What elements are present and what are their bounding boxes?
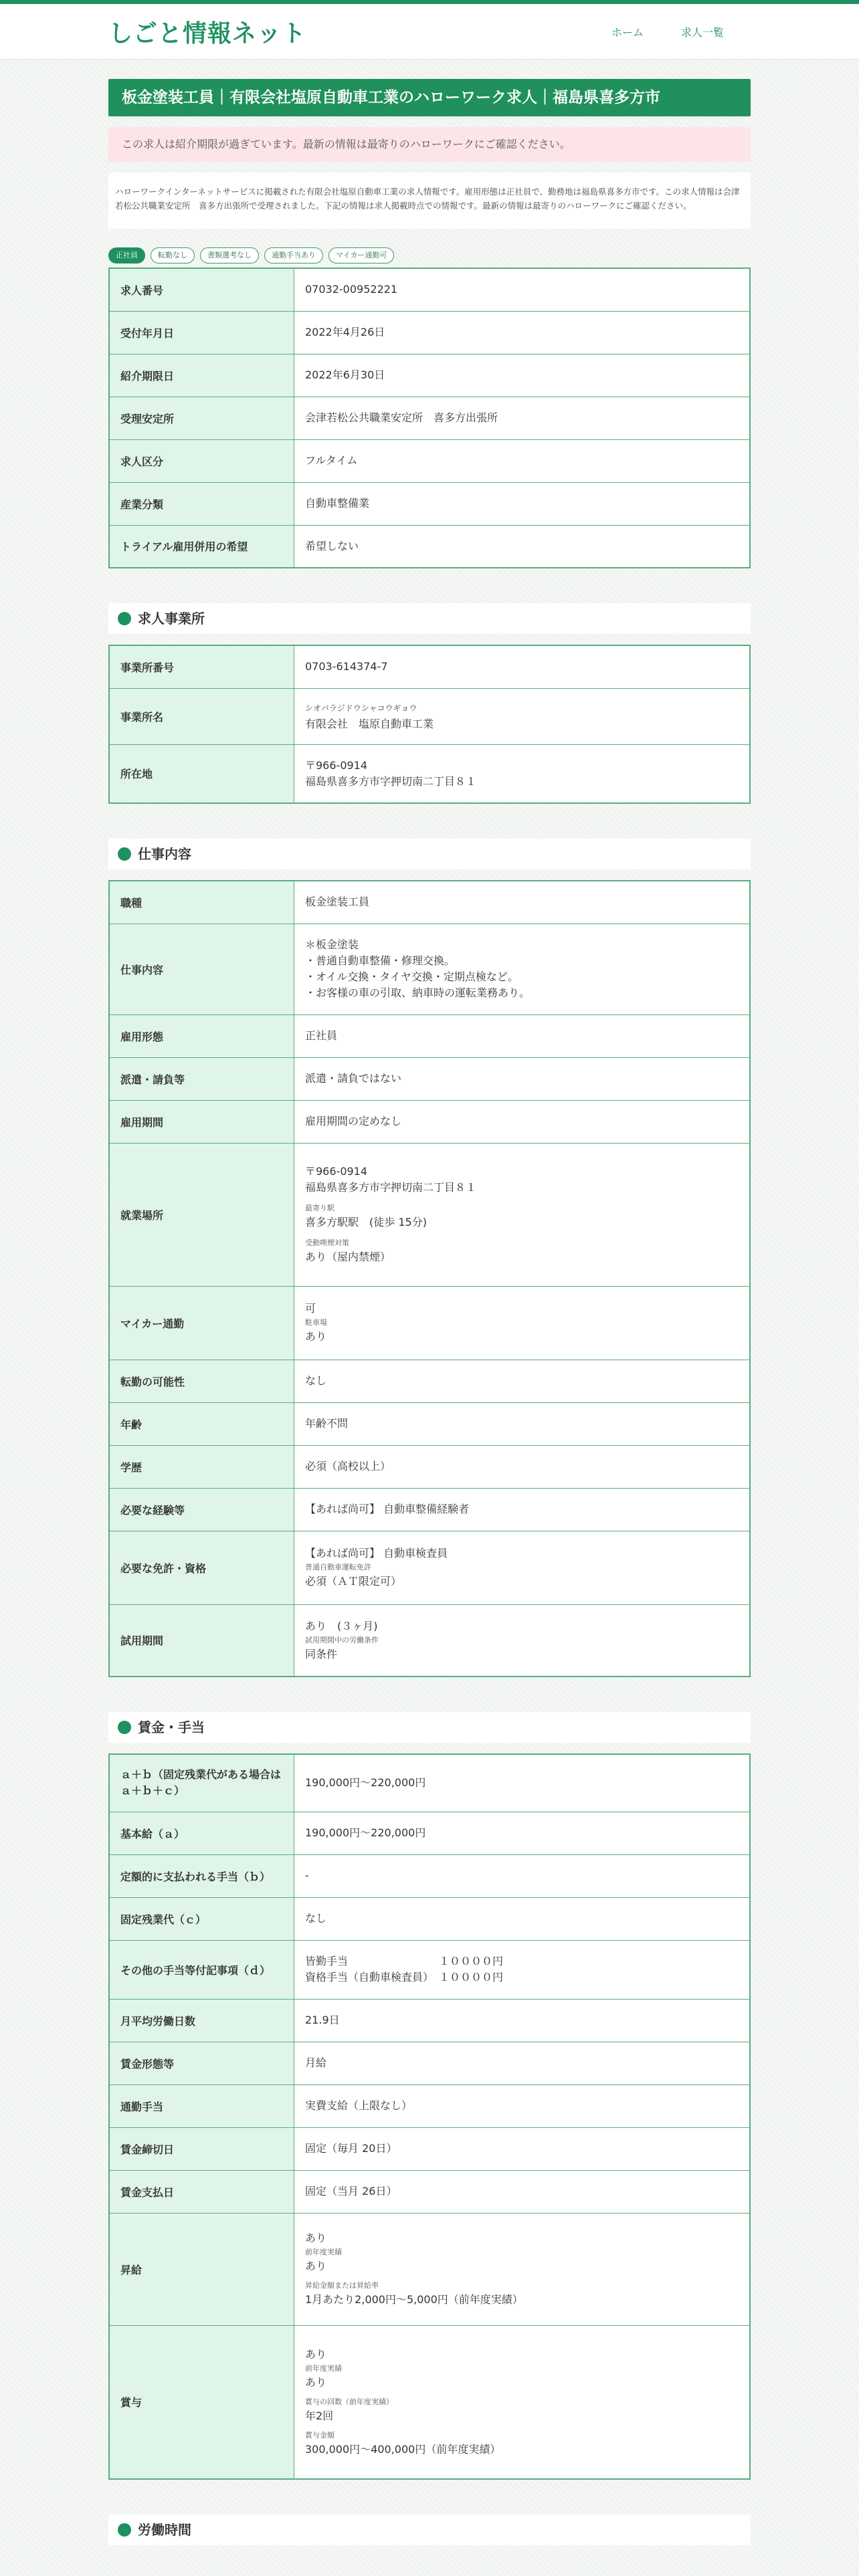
table-row — [109, 1531, 750, 1604]
row-label: 試用期間 — [109, 1604, 294, 1677]
basic-info-table — [108, 267, 751, 568]
table-row — [109, 2127, 750, 2170]
car-commute: 可 — [305, 1302, 316, 1315]
license-sublabel: 普通自動車運転免許 — [305, 1563, 371, 1572]
allowance-name: 資格手当（自動車検査員） — [305, 1971, 434, 1983]
employment-period: 雇用期間の定めなし — [294, 1100, 751, 1143]
table-row — [109, 744, 750, 803]
row-label: 年齢 — [109, 1402, 294, 1445]
receiving-office: 会津若松公共職業安定所 喜多方出張所 — [294, 397, 751, 439]
license-detail: 必須（ＡＴ限定可） — [305, 1575, 402, 1588]
allowance-row — [305, 1953, 739, 1969]
row-label: 求人番号 — [109, 268, 294, 311]
row-label: 転勤の可能性 — [109, 1360, 294, 1402]
commute-allowance: 実費支給（上限なし） — [294, 2084, 751, 2127]
table-row — [109, 645, 750, 688]
row-label: 基本給（ａ） — [109, 1812, 294, 1854]
nav-job-list-link[interactable]: 求人一覧 — [680, 25, 724, 39]
row-label: 賃金支払日 — [109, 2170, 294, 2213]
expired-notice: この求人は紹介期限が過ぎています。最新の情報は最寄りのハローワークにご確認ください。 — [108, 127, 751, 162]
row-label: 雇用期間 — [109, 1100, 294, 1143]
badge-no-transfer: 転勤なし — [151, 247, 195, 263]
table-row — [109, 1754, 750, 1812]
job-table — [108, 880, 751, 1677]
table-row — [109, 1100, 750, 1143]
table-row — [109, 2170, 750, 2213]
badge-car-commute: マイカー通勤可 — [328, 247, 394, 263]
table-row — [109, 2084, 750, 2127]
table-row — [109, 1999, 750, 2042]
received-date: 2022年4月26日 — [294, 311, 751, 354]
occupation: 板金塗装工員 — [294, 881, 751, 924]
row-label: 必要な免許・資格 — [109, 1531, 294, 1604]
table-row — [109, 924, 750, 1014]
age-requirement: 年齢不問 — [294, 1402, 751, 1445]
table-row — [109, 1014, 750, 1057]
row-label: 受付年月日 — [109, 311, 294, 354]
bonus-amount-sublabel: 賞与金額 — [305, 2430, 335, 2440]
main-nav — [611, 24, 724, 39]
base-salary: 190,000円〜220,000円 — [294, 1812, 751, 1854]
table-row — [109, 881, 750, 924]
wage-total: 190,000円〜220,000円 — [294, 1754, 751, 1812]
row-label: 固定残業代（ｃ） — [109, 1897, 294, 1940]
row-label: 産業分類 — [109, 482, 294, 525]
row-label: 受理安定所 — [109, 397, 294, 439]
table-row — [109, 268, 750, 311]
raise: あり — [305, 2232, 327, 2244]
row-label: 賞与 — [109, 2325, 294, 2479]
job-content: ＊板金塗装 ・普通自動車整備・修理交換。 ・オイル交換・タイヤ交換・定期点検など。 ・お客様の車の引取、納車時の運転業務あり。 — [294, 924, 751, 1014]
row-label: その他の手当等付記事項（ｄ） — [109, 1940, 294, 1999]
badge-no-screening: 書類選考なし — [200, 247, 259, 263]
job-description-summary: ハローワークインターネットサービスに掲載された有限会社塩原自動車工業の求人情報です。雇用形態は正社員で、勤務地は福島県喜多方市です。この求人情報は会津若松公共職業安定所 喜多方出張所で受理されました。下記の情報は求人掲載時点での情報です。最新の情報は最寄りのハローワークにご確認ください。 — [108, 173, 751, 229]
raise-cell — [294, 2213, 751, 2325]
office-number: 0703-614374-7 — [294, 645, 751, 688]
office-address: 福島県喜多方市字押切南二丁目８１ — [305, 774, 477, 788]
wage-table — [108, 1753, 751, 2480]
table-row — [109, 1143, 750, 1286]
transfer-possibility: なし — [294, 1360, 751, 1402]
bonus-sublabel: 前年度実績 — [305, 2363, 342, 2373]
other-allowances-cell — [294, 1940, 751, 1999]
table-row — [109, 439, 750, 482]
office-table — [108, 645, 751, 804]
dispatch-type: 派遣・請負ではない — [294, 1057, 751, 1100]
row-label: 事業所名 — [109, 688, 294, 744]
job-number: 07032-00952221 — [294, 268, 751, 311]
row-label: 昇給 — [109, 2213, 294, 2325]
wage-form: 月給 — [294, 2042, 751, 2084]
station-sublabel: 最寄り駅 — [305, 1204, 335, 1212]
row-label: 定額的に支払われる手当（ｂ） — [109, 1854, 294, 1897]
table-row — [109, 354, 750, 397]
trial-employment: 希望しない — [294, 525, 751, 568]
table-row — [109, 1360, 750, 1402]
workplace-address: 福島県喜多方市字押切南二丁目８１ — [305, 1181, 477, 1194]
bonus-count: 年2回 — [305, 2409, 334, 2422]
employment-type: 正社員 — [294, 1014, 751, 1057]
education-requirement: 必須（高校以上） — [294, 1445, 751, 1488]
row-label: 派遣・請負等 — [109, 1057, 294, 1100]
badge-employment: 正社員 — [108, 247, 145, 263]
license-cell — [294, 1531, 751, 1604]
table-row — [109, 1854, 750, 1897]
bonus-actual: あり — [305, 2375, 327, 2389]
workplace-postal: 〒966-0914 — [305, 1165, 368, 1178]
bonus-count-sublabel: 賞与の回数（前年度実績） — [305, 2397, 393, 2406]
table-row — [109, 1445, 750, 1488]
table-row — [109, 1488, 750, 1531]
referral-deadline: 2022年6月30日 — [294, 354, 751, 397]
office-name: 有限会社 塩原自動車工業 — [305, 718, 434, 730]
trial-period: あり (３ヶ月) — [305, 1619, 378, 1632]
allowance-name: 皆勤手当 — [305, 1955, 349, 1967]
bonus-amount: 300,000円〜400,000円（前年度実績） — [305, 2442, 501, 2456]
regular-allowance: - — [294, 1854, 751, 1897]
table-row — [109, 1940, 750, 1999]
raise-amount: 1月あたり2,000円〜5,000円（前年度実績） — [305, 2293, 523, 2306]
smoking-sublabel: 受動喫煙対策 — [305, 1239, 349, 1247]
row-label: 職種 — [109, 881, 294, 924]
row-label: 雇用形態 — [109, 1014, 294, 1057]
row-label: 賃金締切日 — [109, 2127, 294, 2170]
table-row — [109, 2042, 750, 2084]
fixed-overtime: なし — [294, 1897, 751, 1940]
table-row — [109, 1057, 750, 1100]
row-label: マイカー通勤 — [109, 1286, 294, 1360]
row-label: 学歴 — [109, 1445, 294, 1488]
industry: 自動車整備業 — [294, 482, 751, 525]
main-content — [108, 79, 751, 2545]
row-label: 賃金形態等 — [109, 2042, 294, 2084]
trial-period-cell — [294, 1604, 751, 1677]
table-row — [109, 525, 750, 568]
avg-work-days: 21.9日 — [294, 1999, 751, 2042]
row-label: トライアル雇用併用の希望 — [109, 525, 294, 568]
table-row — [109, 1402, 750, 1445]
bonus-cell — [294, 2325, 751, 2479]
parking: あり — [305, 1330, 327, 1343]
allowance-value: １００００円 — [439, 1955, 504, 1967]
table-row — [109, 1897, 750, 1940]
table-row — [109, 2213, 750, 2325]
site-logo[interactable]: しごと情報ネット — [108, 19, 307, 47]
row-label: 月平均労働日数 — [109, 1999, 294, 2042]
raise-sublabel: 前年度実績 — [305, 2248, 342, 2256]
nearest-station: 喜多方駅駅 (徒歩 15分) — [305, 1216, 427, 1228]
trial-sublabel: 試用期間中の労働条件 — [305, 1635, 379, 1644]
row-label: 事業所番号 — [109, 645, 294, 688]
workplace-cell — [294, 1143, 751, 1286]
section-wage-title: 賃金・手当 — [108, 1712, 751, 1743]
table-row — [109, 688, 750, 744]
table-row — [109, 2325, 750, 2479]
row-label: 通勤手当 — [109, 2084, 294, 2127]
job-category: フルタイム — [294, 439, 751, 482]
row-label: ａ＋ｂ（固定残業代がある場合はａ＋ｂ＋ｃ） — [109, 1754, 294, 1812]
trial-conditions: 同条件 — [305, 1647, 338, 1660]
row-label: 就業場所 — [109, 1143, 294, 1286]
allowance-value: １００００円 — [439, 1971, 504, 1983]
office-address-cell — [294, 744, 751, 803]
wage-payday: 固定（当月 26日） — [294, 2170, 751, 2213]
table-row — [109, 1604, 750, 1677]
section-office-title: 求人事業所 — [108, 603, 751, 634]
license: 【あれば尚可】 自動車検査員 — [305, 1547, 448, 1560]
table-row — [109, 1812, 750, 1854]
office-postal: 〒966-0914 — [305, 758, 368, 772]
table-row — [109, 1286, 750, 1360]
parking-sublabel: 駐車場 — [305, 1318, 327, 1327]
car-commute-cell — [294, 1286, 751, 1360]
feature-badges — [108, 247, 751, 263]
page-title: 板金塗装工員｜有限会社塩原自動車工業のハローワーク求人｜福島県喜多方市 — [108, 79, 751, 116]
wage-cutoff: 固定（毎月 20日） — [294, 2127, 751, 2170]
table-row — [109, 482, 750, 525]
raise-actual: あり — [305, 2260, 327, 2272]
row-label: 紹介期限日 — [109, 354, 294, 397]
nav-home-link[interactable]: ホーム — [611, 25, 644, 39]
row-label: 必要な経験等 — [109, 1488, 294, 1531]
row-label: 仕事内容 — [109, 924, 294, 1014]
table-row — [109, 397, 750, 439]
experience-requirement: 【あれば尚可】 自動車整備経験者 — [294, 1488, 751, 1531]
row-label: 所在地 — [109, 744, 294, 803]
section-job-title: 仕事内容 — [108, 839, 751, 869]
site-header — [0, 4, 859, 59]
raise-amount-sublabel: 昇給金額または昇給率 — [305, 2281, 379, 2290]
table-row — [109, 311, 750, 354]
smoking-policy: あり（屋内禁煙） — [305, 1251, 391, 1263]
allowance-row — [305, 1969, 739, 1985]
badge-commute-allowance: 通勤手当あり — [264, 247, 323, 263]
bonus: あり — [305, 2347, 327, 2361]
office-name-cell — [294, 688, 751, 744]
section-hours-title: 労働時間 — [108, 2514, 751, 2545]
office-name-kana: シオバラジドウシャコウギョウ — [305, 704, 417, 713]
row-label: 求人区分 — [109, 439, 294, 482]
